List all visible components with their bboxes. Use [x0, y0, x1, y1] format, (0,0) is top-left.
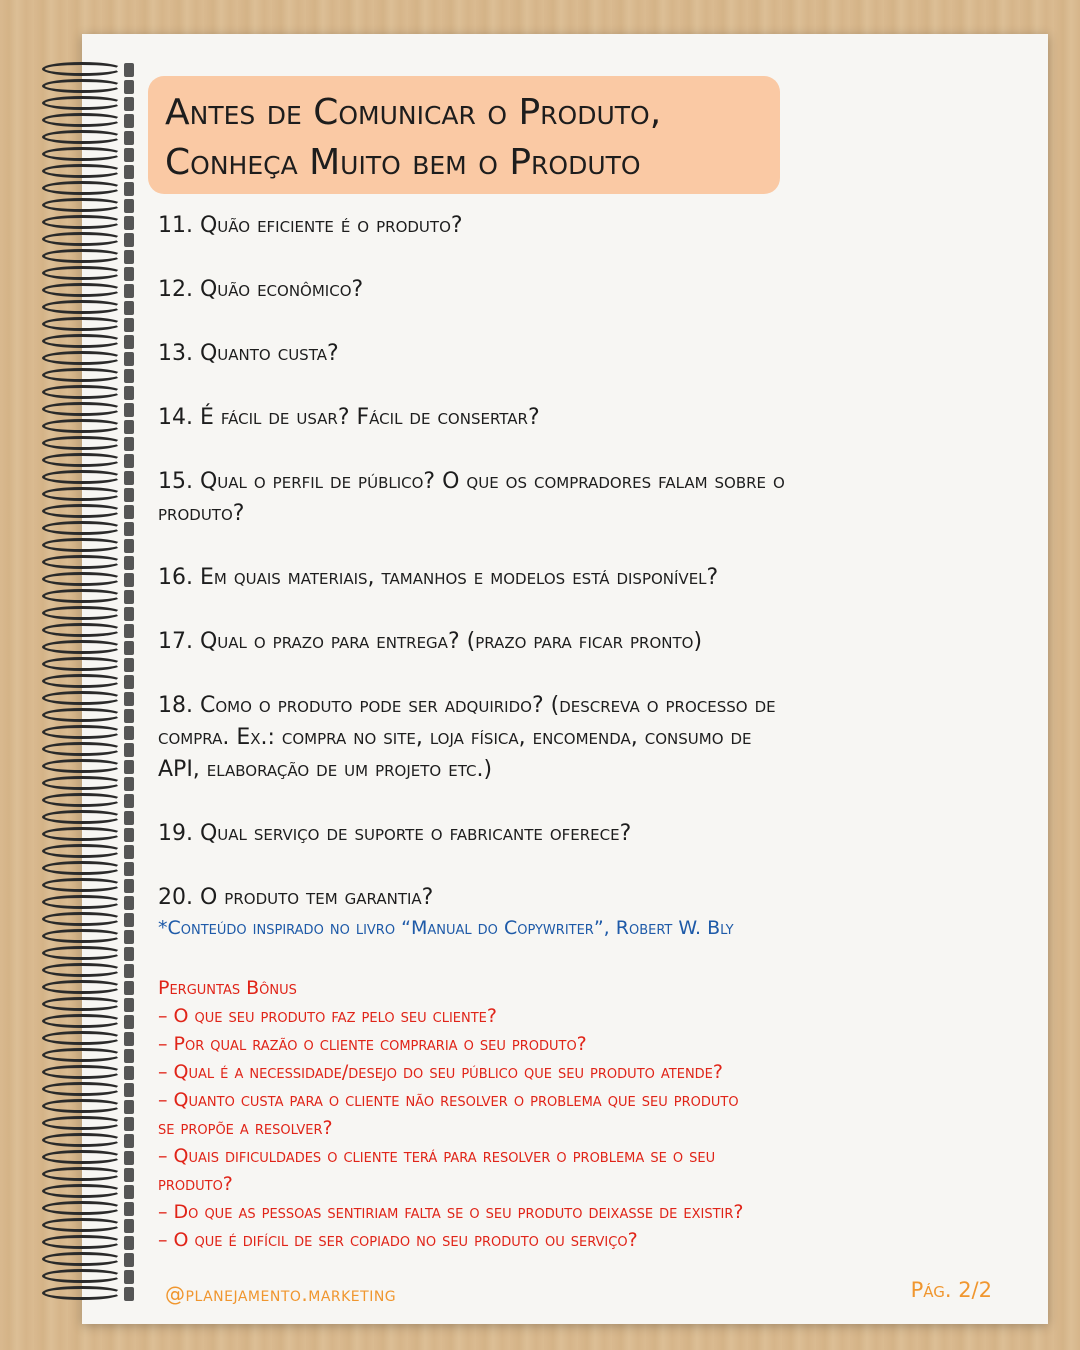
question-19: 19. Qual serviço de suporte o fabricante oferece?: [158, 821, 632, 846]
question-20: 20. O produto tem garantia?: [158, 885, 434, 910]
page-number: Pág. 2/2: [910, 1278, 992, 1302]
question-18: 18. Como o produto pode ser adquirido? (descreva o processo de compra. Ex.: compra no site, loja física, encomenda, consumo de API, elaboração de um projeto etc.): [158, 693, 776, 782]
question-15: 15. Qual o perfil de público? O que os compradores falam sobre o produto?: [158, 469, 785, 526]
bonus-line: – O que seu produto faz pelo seu cliente?: [158, 1005, 497, 1027]
question-14: 14. É fácil de usar? Fácil de consertar?: [158, 405, 540, 430]
question-17: 17. Qual o prazo para entrega? (prazo para ficar pronto): [158, 629, 703, 654]
bonus-line: – Por qual razão o cliente compraria o seu produto?: [158, 1033, 587, 1055]
question-13: 13. Quanto custa?: [158, 341, 339, 366]
source-credit: *Conteúdo inspirado no livro “Manual do Copywriter”, Robert W. Bly: [158, 917, 734, 939]
bonus-line: – Qual é a necessidade/desejo do seu público que seu produto atende?: [158, 1061, 723, 1083]
instagram-handle: @planejamento.marketing: [165, 1282, 397, 1306]
question-11: 11. Quão eficiente é o produto?: [158, 213, 463, 238]
bonus-line: – O que é difícil de ser copiado no seu produto ou serviço?: [158, 1229, 638, 1251]
bonus-line: se propõe a resolver?: [158, 1117, 333, 1139]
bonus-line: produto?: [158, 1173, 233, 1195]
bonus-questions: [158, 974, 1008, 1254]
spiral-binding: [38, 60, 138, 1320]
question-16: 16. Em quais materiais, tamanhos e modelos está disponível?: [158, 565, 719, 590]
spiral-ring: [38, 1284, 138, 1306]
page-title: [165, 88, 661, 188]
bonus-line: – Quais dificuldades o cliente terá para resolver o problema se o seu: [158, 1145, 716, 1167]
bonus-line: – Do que as pessoas sentiriam falta se o seu produto deixasse de existir?: [158, 1201, 744, 1223]
question-12: 12. Quão econômico?: [158, 277, 364, 302]
title-line-1: Antes de Comunicar o Produto,: [165, 92, 662, 133]
bonus-line: – Quanto custa para o cliente não resolver o problema que seu produto: [158, 1089, 739, 1111]
bonus-heading: Perguntas Bônus: [158, 977, 297, 999]
title-line-2: Conheça Muito bem o Produto: [165, 142, 641, 183]
